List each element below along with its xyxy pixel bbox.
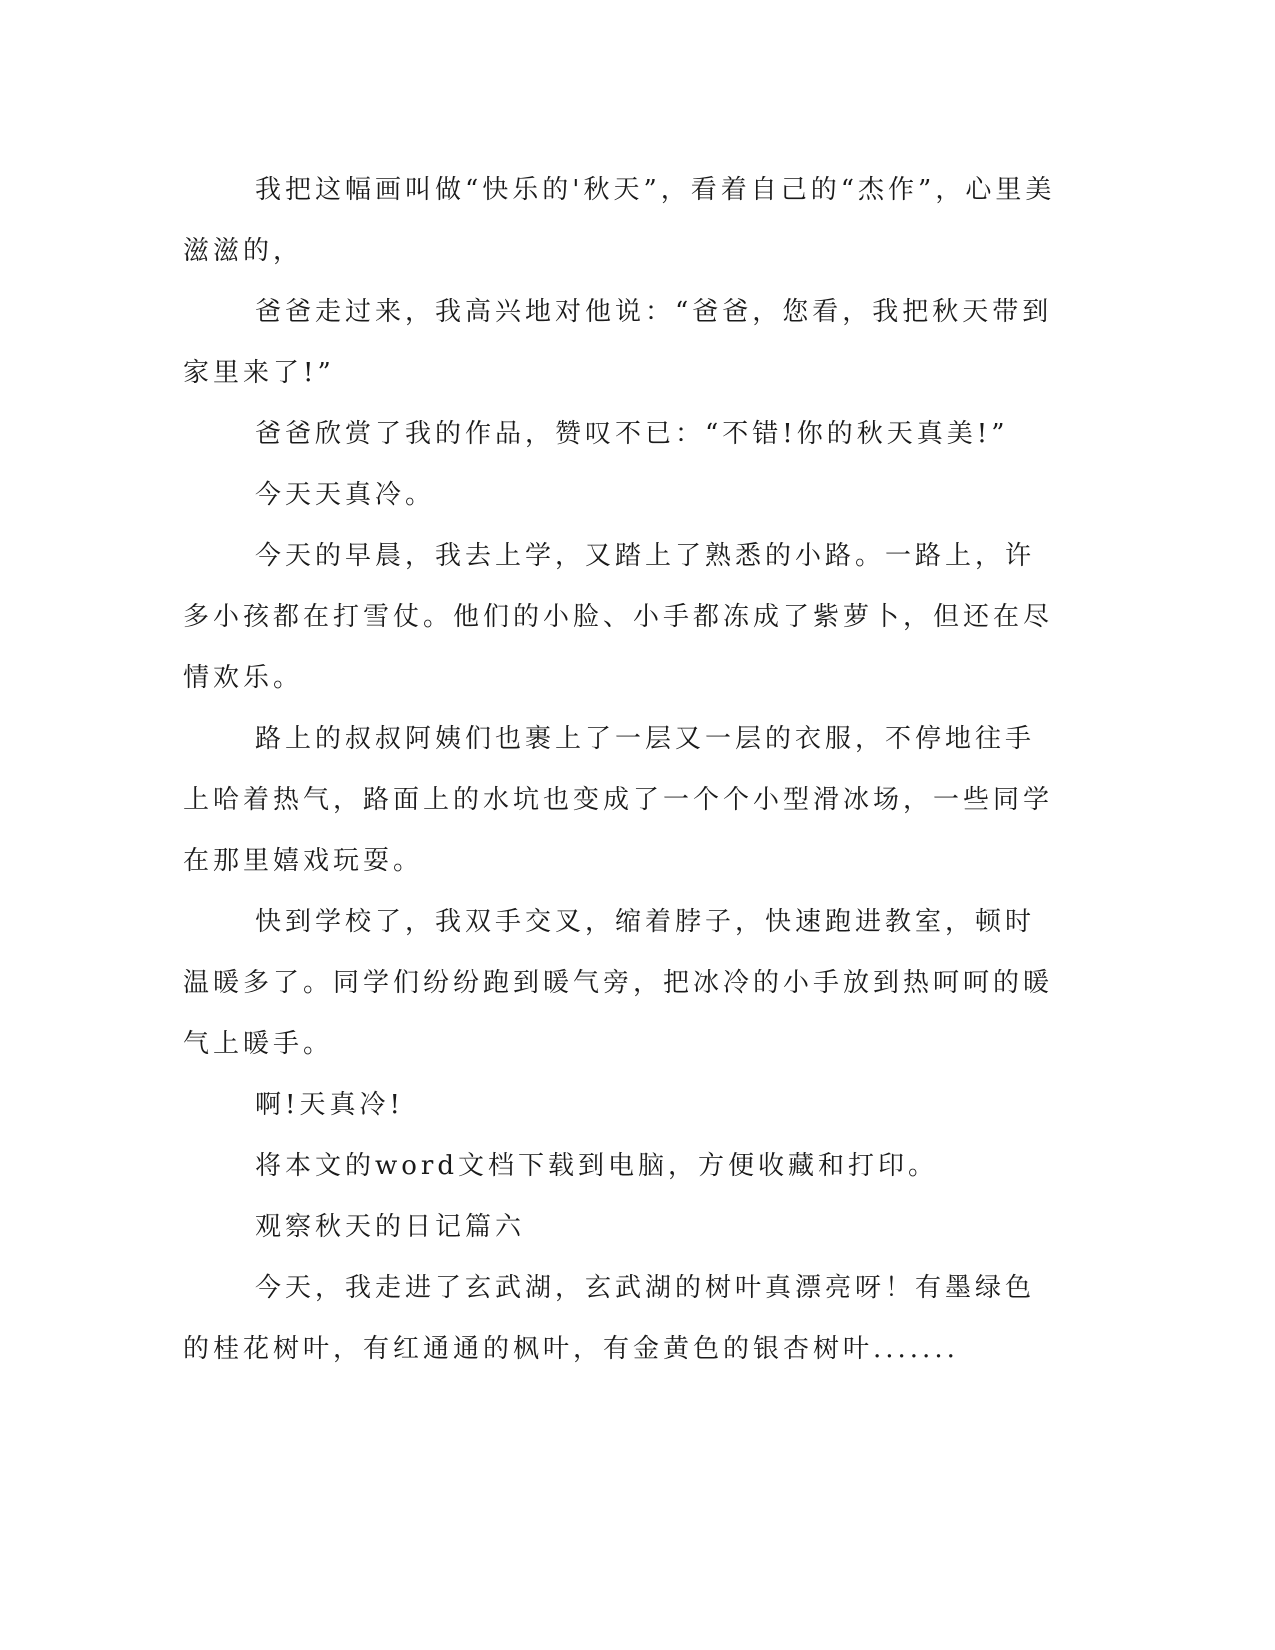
paragraph-autumn-painting: 我把这幅画叫做“快乐的'秋天”，看着自己的“杰作”，心里美滋滋的， <box>183 175 1056 266</box>
document-body <box>183 160 1063 1380</box>
paragraph-dad-praise: 爸爸欣赏了我的作品，赞叹不已：“不错!你的秋天真美!” <box>255 419 1009 449</box>
paragraph-so-cold: 啊!天真冷! <box>255 1090 404 1120</box>
paragraph-adults-on-road: 路上的叔叔阿姨们也裹上了一层又一层的衣服，不停地往手上哈着热气，路面上的水坑也变成了一个个小型滑冰场，一些同学在那里嬉戏玩耍。 <box>183 724 1054 876</box>
paragraph-dad-comes-over: 爸爸走过来，我高兴地对他说：“爸爸，您看，我把秋天带到家里来了!” <box>183 297 1053 388</box>
paragraph-xuanwu-lake: 今天，我走进了玄武湖，玄武湖的树叶真漂亮呀！有墨绿色的桂花树叶，有红通通的枫叶，有金黄色的银杏树叶....... <box>183 1273 1036 1364</box>
paragraph-cold-today: 今天天真冷。 <box>255 480 436 510</box>
section-heading: 观察秋天的日记篇六 <box>255 1212 526 1242</box>
paragraph-morning-walk: 今天的早晨，我去上学，又踏上了熟悉的小路。一路上，许多小孩都在打雪仗。他们的小脸、小手都冻成了紫萝卜，但还在尽情欢乐。 <box>183 541 1054 693</box>
paragraph-arrive-school: 快到学校了，我双手交叉，缩着脖子，快速跑进教室，顿时温暖多了。同学们纷纷跑到暖气旁，把冰冷的小手放到热呵呵的暖气上暖手。 <box>183 907 1054 1059</box>
paragraph-download-note: 将本文的word文档下载到电脑，方便收藏和打印。 <box>255 1151 938 1181</box>
